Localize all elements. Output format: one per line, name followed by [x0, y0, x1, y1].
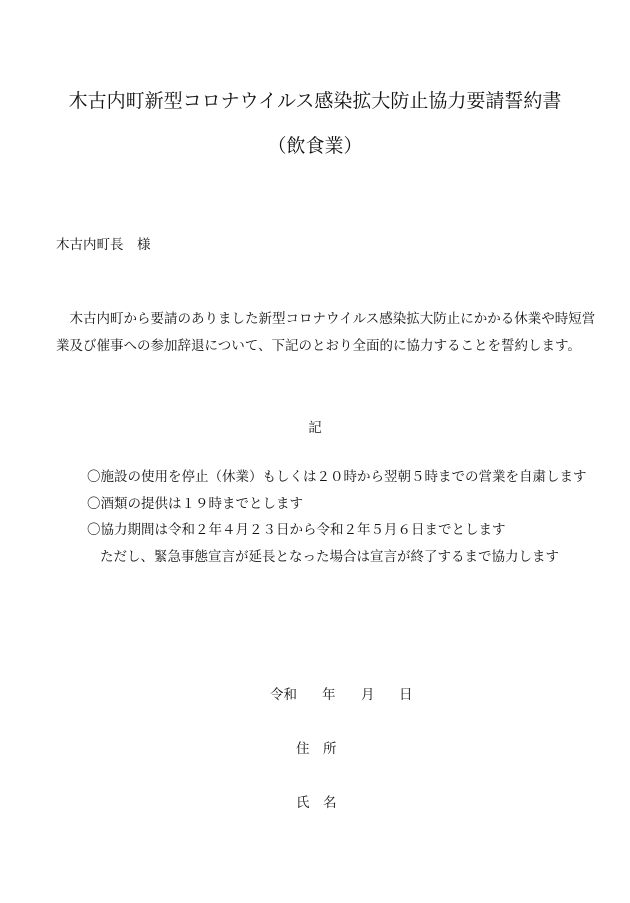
pledge-item: 〇酒類の提供は１９時までとします	[87, 495, 303, 512]
ki-heading: 記	[308, 420, 322, 436]
body-line-1-text: 木古内町から要請のありました新型コロナウイルス感染拡大防止にかかる休業や時短営	[69, 311, 596, 327]
body-line	[56, 306, 596, 333]
address-label: 住 所	[296, 741, 337, 757]
pledge-items	[87, 469, 587, 575]
date-day-label: 日	[399, 687, 413, 703]
pledge-item: 〇協力期間は令和２年４月２３日から令和２年５月６日までとします	[87, 522, 506, 538]
pledge-item: 〇施設の使用を停止（休業）もしくは２０時から翌朝５時までの営業を自粛します	[87, 469, 587, 485]
date-era: 令和	[270, 687, 297, 703]
document-subtitle: （飲食業）	[267, 135, 363, 157]
date-year-label: 年	[322, 687, 336, 703]
name-label: 氏 名	[296, 795, 337, 811]
pledge-item-note: ただし、緊急事態宣言が延長となった場合は宣言が終了するまで協力します	[100, 548, 559, 565]
addressee: 木古内町長 様	[56, 237, 151, 253]
date-line	[270, 683, 413, 703]
date-month-label: 月	[361, 687, 375, 703]
body-line: 業及び催事への参加辞退について、下記のとおり全面的に協力することを誓約します。	[56, 338, 581, 354]
body-paragraph	[56, 306, 596, 360]
document-title: 木古内町新型コロナウイルス感染拡大防止協力要請誓約書	[68, 90, 562, 112]
